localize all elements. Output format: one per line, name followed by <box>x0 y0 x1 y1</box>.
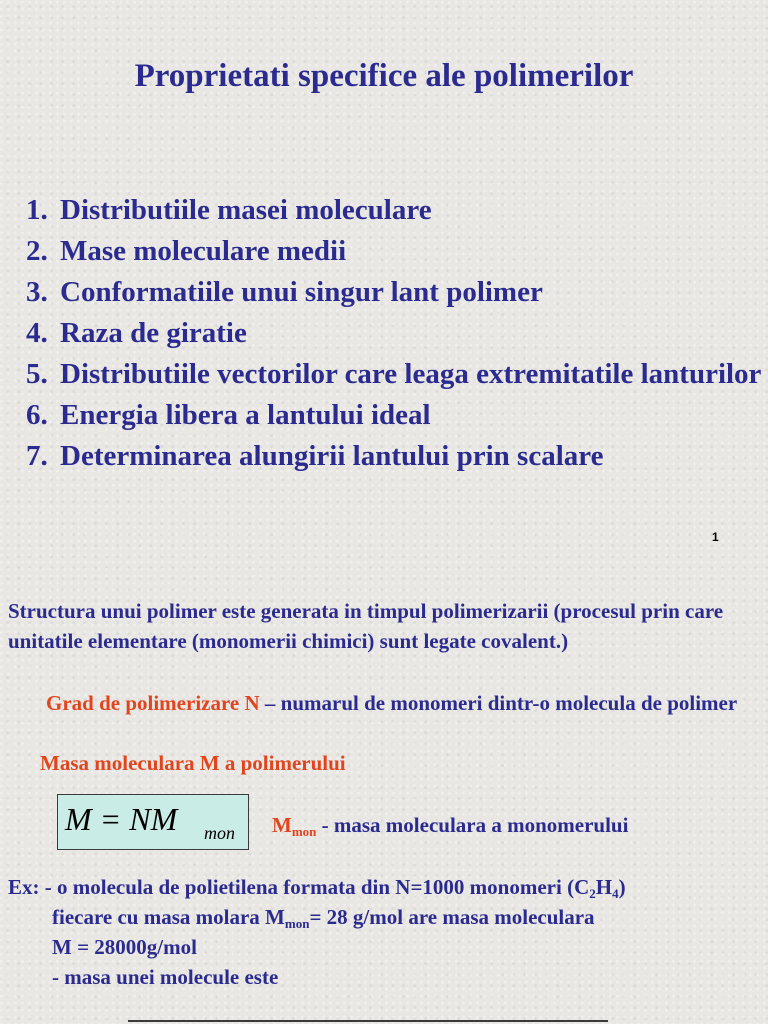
mmon-subscript: mon <box>291 824 317 839</box>
formula-main: M = NM <box>65 801 178 837</box>
mmon-definition <box>272 810 628 847</box>
topic-item: 6. Energia libera a lantului ideal <box>26 399 431 431</box>
formula-subscript: mon <box>204 823 235 843</box>
divider <box>128 1020 608 1022</box>
topic-item: 5. Distributiile vectorilor care leaga extremitatile lanturilor <box>26 358 762 390</box>
mmon-symbol: M <box>272 813 292 837</box>
degree-term: Grad de polimerizare N <box>46 691 260 715</box>
example-line-4: - masa unei molecule este <box>52 965 279 989</box>
example-line-1: Ex: - o molecula de polietilena formata din N=1000 monomeri $(C_2H_4)$ <box>8 875 626 901</box>
mass-heading: Masa moleculara M a polimerului <box>40 751 346 775</box>
structure-paragraph: Structura unui polimer este generata in timpul polimerizarii (procesul prin care unitatile elementare (monomerii chimici) sunt legate covalent.) <box>8 599 724 653</box>
example-line-2: fiecare cu masa molara $M_{mon}= 28$ g/mol are masa moleculara <box>52 905 595 931</box>
mmon-description: - masa moleculara a monomerului <box>316 813 629 837</box>
topic-item: 4. Raza de giratie <box>26 317 247 349</box>
topic-item: 3. Conformatiile unui singur lant polimer <box>26 276 543 308</box>
degree-text: – numarul de monomeri dintr-o molecula de polimer <box>259 691 738 715</box>
formula-box <box>57 794 249 850</box>
topic-list <box>26 190 768 477</box>
slide-title: Proprietati specifice ale polimerilor <box>134 58 634 94</box>
topic-item: 2. Mase moleculare medii <box>26 235 347 267</box>
page-number: 1 <box>712 530 719 544</box>
topic-item: 7. Determinarea alungirii lantului prin scalare <box>26 440 604 472</box>
degree-definition <box>8 688 748 718</box>
example-line-3: M = 28000g/mol <box>52 935 197 959</box>
topic-item: 1. Distributiile masei moleculare <box>26 194 432 226</box>
